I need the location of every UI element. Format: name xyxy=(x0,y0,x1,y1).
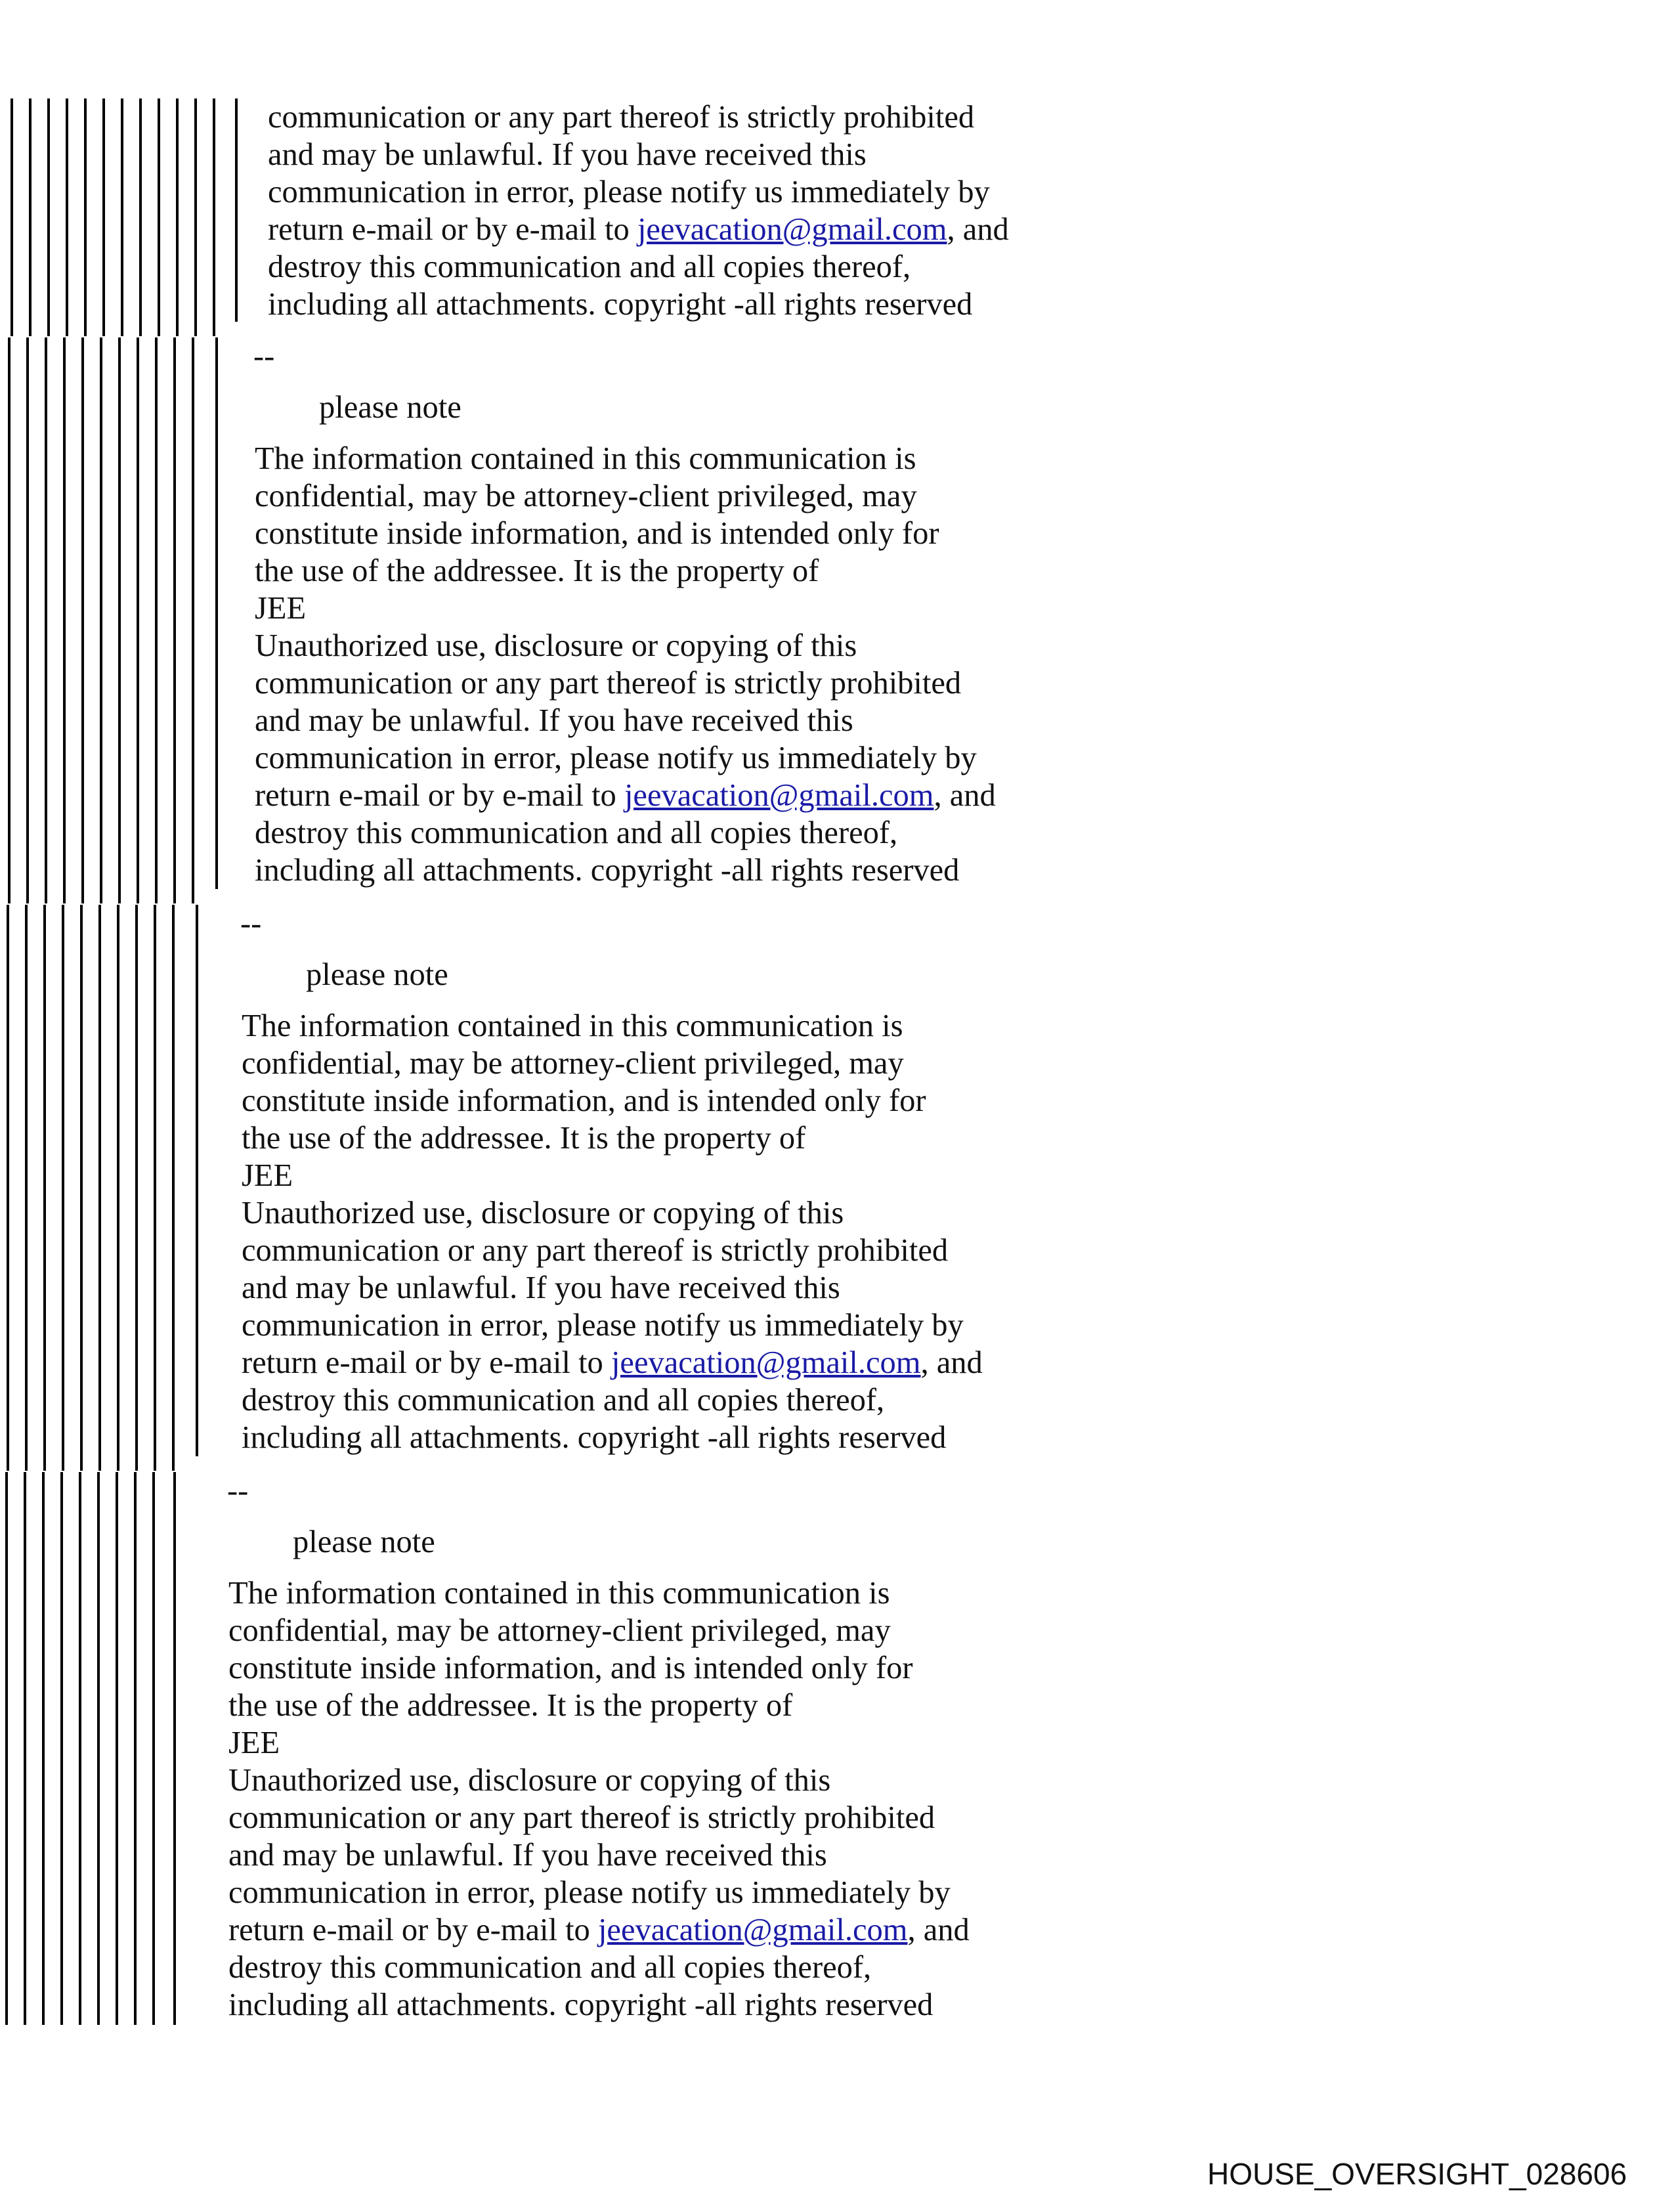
email-line-suffix: , and xyxy=(920,1345,983,1380)
body-line: Unauthorized use, disclosure or copying of this xyxy=(242,1196,844,1230)
body-line: destroy this communication and all copies thereof, xyxy=(228,1950,872,1985)
quote-bar xyxy=(116,1472,118,2025)
quote-bar xyxy=(63,337,66,903)
signature-separator: -- xyxy=(253,339,275,374)
body-line: communication in error, please notify us immediately by xyxy=(255,741,977,775)
body-line: the use of the addressee. It is the property of xyxy=(255,553,819,588)
body-line: and may be unlawful. If you have received this xyxy=(268,137,867,172)
quote-bar xyxy=(24,1472,26,2025)
email-line xyxy=(228,1911,970,1949)
quote-bar xyxy=(66,98,68,336)
disclaimer-heading: please note xyxy=(319,390,461,425)
quote-bar xyxy=(80,905,83,1471)
quote-bar xyxy=(62,905,64,1471)
email-line-prefix: return e-mail or by e-mail to xyxy=(268,212,637,247)
body-line: including all attachments. copyright -all rights reserved xyxy=(242,1420,947,1455)
quote-bar xyxy=(196,905,198,1456)
body-line: communication or any part thereof is strictly prohibited xyxy=(242,1233,949,1268)
quote-bar xyxy=(121,98,123,336)
body-line: communication in error, please notify us immediately by xyxy=(228,1875,951,1910)
body-line: communication or any part thereof is strictly prohibited xyxy=(268,100,975,135)
body-line: the use of the addressee. It is the property of xyxy=(228,1688,793,1723)
email-link[interactable]: jeevacation@gmail.com xyxy=(624,778,934,813)
quote-bar xyxy=(215,337,218,889)
quote-bar xyxy=(154,905,156,1471)
email-line-prefix: return e-mail or by e-mail to xyxy=(255,778,624,813)
body-line: destroy this communication and all copies thereof, xyxy=(242,1383,885,1418)
body-line: destroy this communication and all copies thereof, xyxy=(268,249,911,284)
quote-bar xyxy=(102,98,105,336)
quote-bar xyxy=(98,905,101,1471)
disclaimer-heading: please note xyxy=(306,957,448,992)
quote-bar xyxy=(173,337,176,903)
body-line: The information contained in this communication is xyxy=(242,1008,903,1043)
body-line: including all attachments. copyright -all rights reserved xyxy=(255,853,960,888)
email-link[interactable]: jeevacation@gmail.com xyxy=(611,1345,921,1380)
body-line: the use of the addressee. It is the property of xyxy=(242,1121,806,1156)
body-line: including all attachments. copyright -all rights reserved xyxy=(268,287,973,322)
quote-bar xyxy=(152,1472,155,2025)
quote-bar xyxy=(172,905,175,1471)
quote-bar xyxy=(213,98,215,336)
email-line-prefix: return e-mail or by e-mail to xyxy=(242,1345,611,1380)
body-line: communication in error, please notify us immediately by xyxy=(268,175,990,209)
body-line: JEE xyxy=(242,1158,293,1193)
email-line-suffix: , and xyxy=(907,1913,970,1947)
quote-bar xyxy=(117,905,119,1471)
body-line: JEE xyxy=(255,591,307,626)
quote-bar xyxy=(25,905,28,1471)
quote-bar xyxy=(7,905,9,1471)
body-line: Unauthorized use, disclosure or copying of this xyxy=(228,1763,831,1798)
body-line: communication or any part thereof is strictly prohibited xyxy=(255,666,962,701)
disclaimer-heading: please note xyxy=(293,1525,435,1559)
signature-separator: -- xyxy=(227,1473,249,1508)
body-line: confidential, may be attorney-client privileged, may xyxy=(242,1046,904,1081)
body-line: constitute inside information, and is intended only for xyxy=(228,1651,913,1685)
email-line-suffix: , and xyxy=(947,212,1009,247)
body-line: and may be unlawful. If you have received this xyxy=(242,1270,840,1305)
quote-bar xyxy=(97,1472,100,2025)
quote-bar xyxy=(155,337,158,903)
quote-bar xyxy=(139,98,142,336)
quote-bar xyxy=(192,337,194,903)
body-line: including all attachments. copyright -all rights reserved xyxy=(228,1987,934,2022)
body-line: confidential, may be attorney-client privileged, may xyxy=(228,1613,891,1648)
quote-bar xyxy=(42,1472,45,2025)
quote-bar xyxy=(118,337,121,903)
quote-bar xyxy=(137,337,139,903)
email-link[interactable]: jeevacation@gmail.com xyxy=(597,1913,908,1947)
body-line: confidential, may be attorney-client privileged, may xyxy=(255,479,917,513)
email-line-prefix: return e-mail or by e-mail to xyxy=(228,1913,598,1947)
body-line: The information contained in this communication is xyxy=(228,1576,890,1611)
body-line: communication in error, please notify us immediately by xyxy=(242,1308,964,1343)
quote-bar xyxy=(8,337,11,903)
email-line xyxy=(268,211,1009,248)
quote-bar xyxy=(176,98,179,336)
email-link[interactable]: jeevacation@gmail.com xyxy=(637,212,947,247)
quote-bar xyxy=(134,1472,137,2025)
quote-bar xyxy=(43,905,46,1471)
quote-bar xyxy=(60,1472,63,2025)
email-line-suffix: , and xyxy=(934,778,996,813)
body-line: destroy this communication and all copies thereof, xyxy=(255,815,898,850)
quote-bar xyxy=(100,337,102,903)
document-id-stamp: HOUSE_OVERSIGHT_028606 xyxy=(1207,2157,1627,2191)
quote-bar xyxy=(194,98,197,336)
body-line: JEE xyxy=(228,1725,280,1760)
quote-bar xyxy=(5,1472,8,2025)
quote-bar xyxy=(11,98,13,336)
body-line: and may be unlawful. If you have received this xyxy=(255,703,853,738)
email-line xyxy=(242,1344,983,1381)
signature-separator: -- xyxy=(240,906,262,941)
quote-bar xyxy=(47,98,50,336)
quote-bar xyxy=(158,98,160,336)
quote-bar xyxy=(45,337,47,903)
body-line: and may be unlawful. If you have received this xyxy=(228,1838,827,1873)
quote-bar xyxy=(173,1472,176,2025)
quote-bar xyxy=(235,98,238,322)
quote-bar xyxy=(79,1472,81,2025)
quote-bar xyxy=(26,337,29,903)
email-line xyxy=(255,777,996,814)
body-line: Unauthorized use, disclosure or copying of this xyxy=(255,628,857,663)
body-line: The information contained in this communication is xyxy=(255,441,916,476)
quote-bar xyxy=(84,98,87,336)
quote-bar xyxy=(135,905,138,1471)
body-line: constitute inside information, and is intended only for xyxy=(242,1083,926,1118)
body-line: communication or any part thereof is strictly prohibited xyxy=(228,1800,935,1835)
body-line: constitute inside information, and is intended only for xyxy=(255,516,939,551)
quote-bar xyxy=(81,337,84,903)
quote-bar xyxy=(29,98,32,336)
